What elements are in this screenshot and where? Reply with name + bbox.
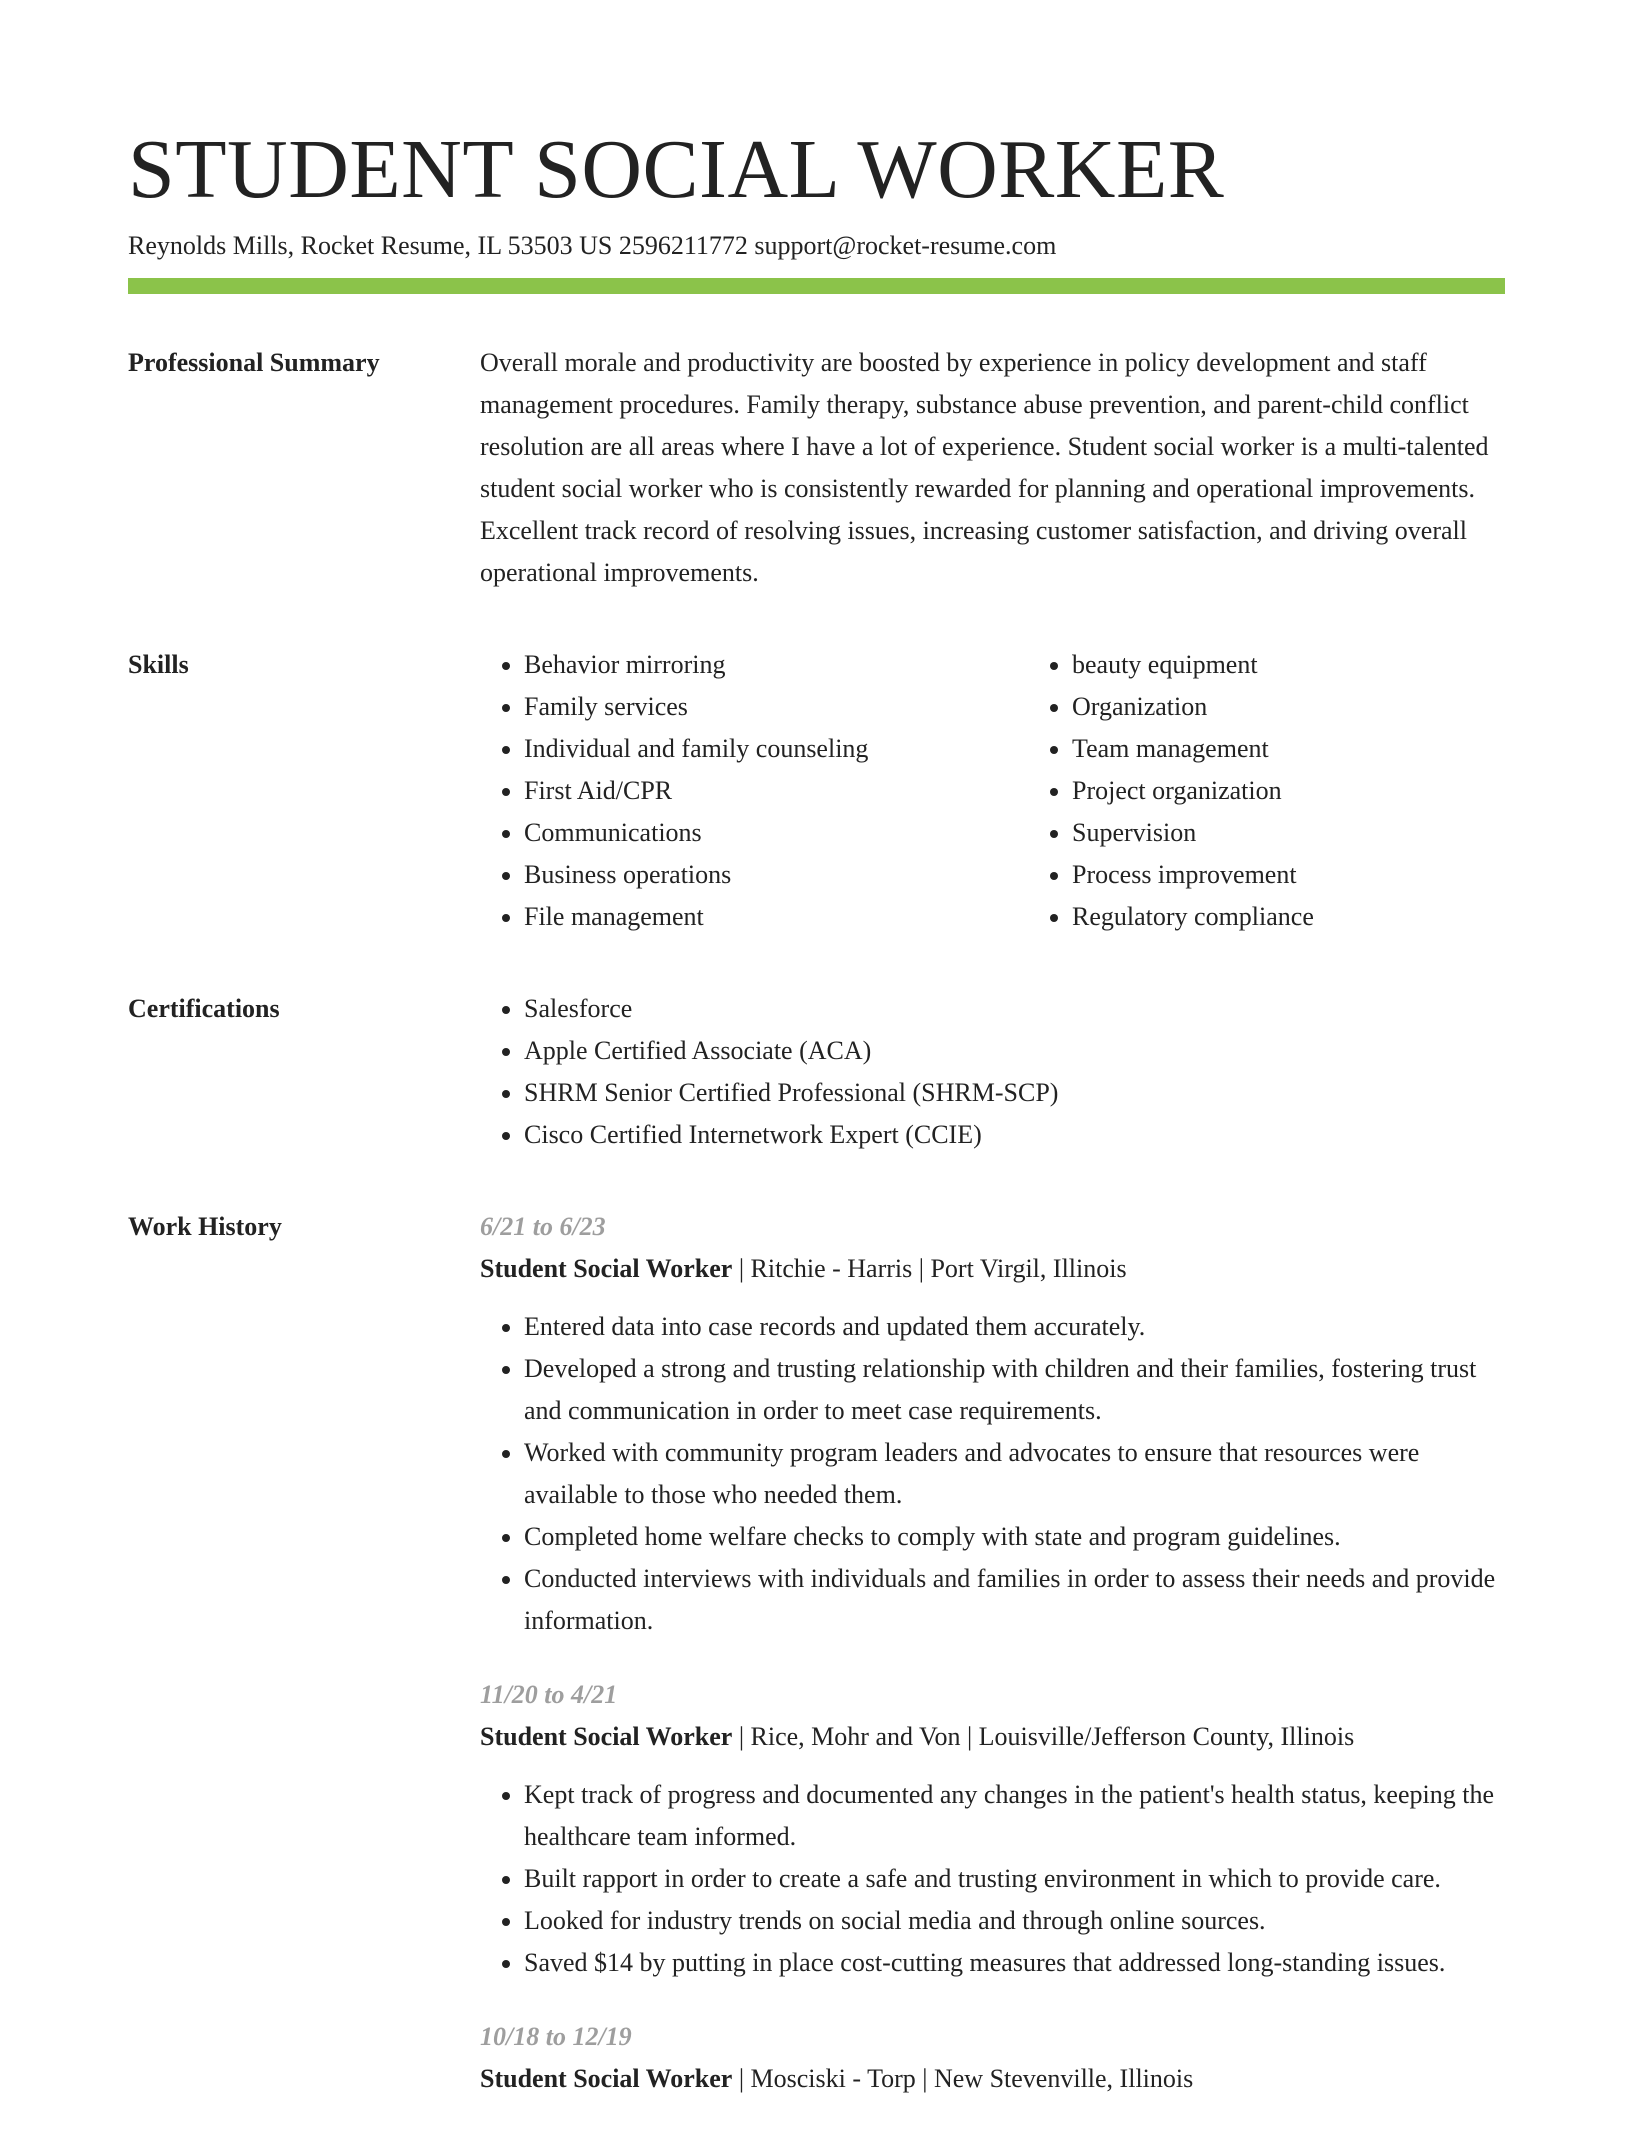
job-title: Student Social Worker (480, 1722, 733, 1751)
job-dates: 6/21 to 6/23 (480, 1212, 606, 1241)
job-entry (480, 2016, 1505, 2100)
skills-section (128, 644, 1505, 938)
skill-item: • Team management (1072, 728, 1532, 770)
section-title-skills: Skills (128, 650, 189, 679)
job-title: Student Social Worker (480, 2064, 733, 2093)
job-bullet: • Built rapport in order to create a safe and trusting environment in which to provide care. (524, 1858, 1505, 1900)
skill-item: • First Aid/CPR (524, 770, 1028, 812)
skill-item: • Business operations (524, 854, 1028, 896)
certifications-section (128, 988, 1505, 1156)
skill-item: • Family services (524, 686, 1028, 728)
job-heading (480, 1716, 1505, 1758)
contact-info: Reynolds Mills, Rocket Resume, IL 53503 US 2596211772 support@rocket-resume.com (128, 231, 1057, 260)
job-entry (480, 1206, 1505, 1642)
resume-page (128, 120, 1505, 2132)
jobs-list (480, 1206, 1505, 2132)
work-history-section (128, 1206, 1505, 2132)
job-dates: 11/20 to 4/21 (480, 1680, 618, 1709)
section-title-certifications: Certifications (128, 994, 280, 1023)
accent-divider (128, 278, 1505, 294)
job-bullet: • Kept track of progress and documented any changes in the patient's health status, keeping the healthcare team informed. (524, 1774, 1505, 1858)
certification-item: • Cisco Certified Internetwork Expert (CCIE) (524, 1114, 1505, 1156)
job-bullet: • Developed a strong and trusting relationship with children and their families, fostering trust and communication in order to meet case requirements. (524, 1348, 1505, 1432)
skill-item: • Communications (524, 812, 1028, 854)
section-title-work-history: Work History (128, 1212, 282, 1241)
job-heading (480, 2058, 1505, 2100)
job-bullets (480, 1306, 1505, 1642)
certification-item: • Salesforce (524, 988, 1505, 1030)
skills-list-left (480, 644, 1028, 938)
certifications-list (480, 988, 1505, 1156)
job-heading (480, 1248, 1505, 1290)
job-employer-location: | Mosciski - Torp | New Stevenville, Illinois (732, 2064, 1194, 2093)
job-title: Student Social Worker (480, 1254, 733, 1283)
skill-item: • Behavior mirroring (524, 644, 1028, 686)
job-dates: 10/18 to 12/19 (480, 2022, 632, 2051)
skill-item: • Regulatory compliance (1072, 896, 1532, 938)
skill-item: • Organization (1072, 686, 1532, 728)
job-bullet: • Conducted interviews with individuals and families in order to assess their needs and provide information. (524, 1558, 1505, 1642)
job-bullets (480, 1774, 1505, 1984)
job-entry (480, 1674, 1505, 1984)
summary-section (128, 342, 1505, 594)
skill-item: • Supervision (1072, 812, 1532, 854)
skill-item: • File management (524, 896, 1028, 938)
job-employer-location: | Ritchie - Harris | Port Virgil, Illinois (732, 1254, 1127, 1283)
job-bullet: • Saved $14 by putting in place cost-cutting measures that addressed long-standing issues. (524, 1942, 1505, 1984)
job-employer-location: | Rice, Mohr and Von | Louisville/Jefferson County, Illinois (732, 1722, 1355, 1751)
candidate-name: STUDENT SOCIAL WORKER (128, 123, 1225, 216)
job-bullet: • Entered data into case records and updated them accurately. (524, 1306, 1505, 1348)
skill-item: • Process improvement (1072, 854, 1532, 896)
section-title-summary: Professional Summary (128, 348, 380, 377)
job-bullet: • Completed home welfare checks to comply with state and program guidelines. (524, 1516, 1505, 1558)
job-bullet: • Looked for industry trends on social media and through online sources. (524, 1900, 1505, 1942)
skills-columns (480, 644, 1532, 938)
job-bullet: • Worked with community program leaders and advocates to ensure that resources were available to those who needed them. (524, 1432, 1505, 1516)
skill-item: • Project organization (1072, 770, 1532, 812)
skills-list-right (1028, 644, 1532, 938)
summary-text: Overall morale and productivity are boosted by experience in policy development and staff management procedures. Family therapy, substance abuse prevention, and parent-child conflict resolution are all areas where I have a lot of experience. Student social worker is a multi-talented student social worker who is consistently rewarded for planning and operational improvements. Excellent track record of resolving issues, increasing customer satisfaction, and driving overall operational improvements. (480, 348, 1489, 587)
certification-item: • Apple Certified Associate (ACA) (524, 1030, 1505, 1072)
skill-item: • beauty equipment (1072, 644, 1532, 686)
skill-item: • Individual and family counseling (524, 728, 1028, 770)
certification-item: • SHRM Senior Certified Professional (SHRM-SCP) (524, 1072, 1505, 1114)
